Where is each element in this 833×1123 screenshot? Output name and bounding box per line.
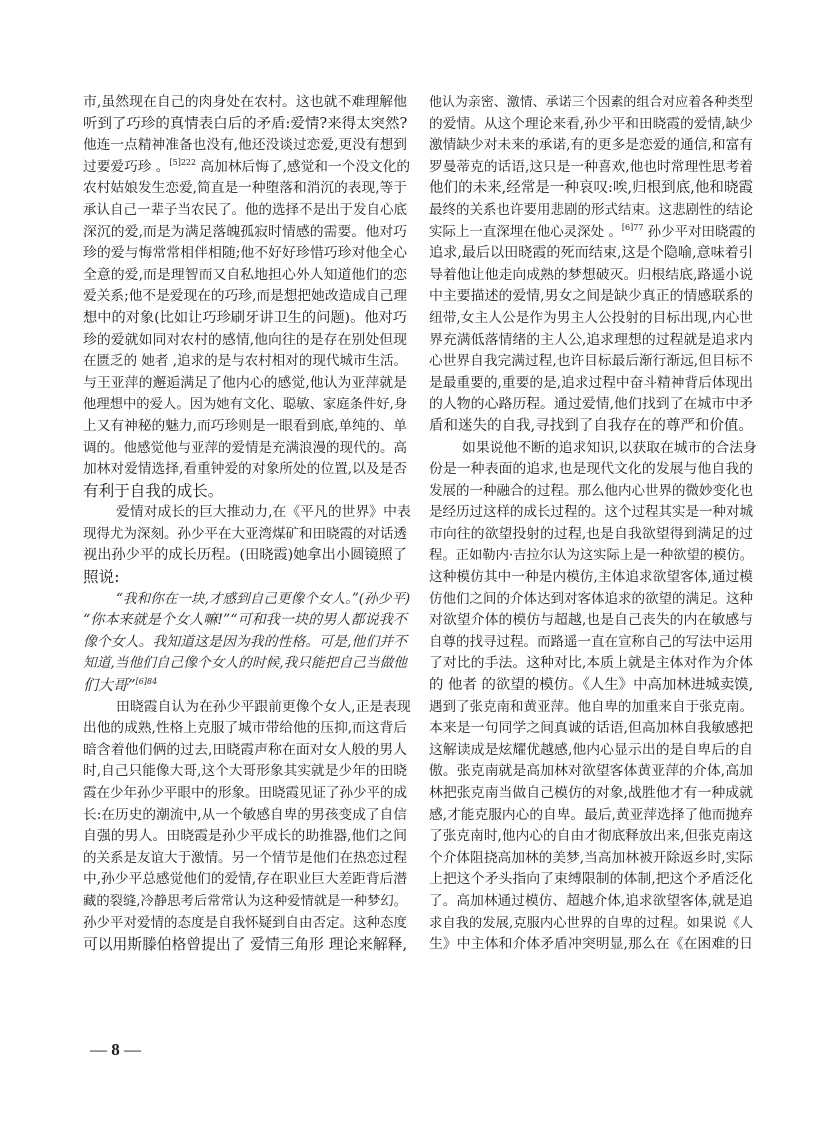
line-text: 照说: — [83, 568, 120, 587]
line-text: 林把张克南当做自己模仿的对象,战胜他才有一种成就 — [429, 785, 753, 801]
line-text: 中主要描述的爱情,男女之间是缺少真正的情感联系的 — [429, 288, 753, 305]
text-line — [429, 869, 753, 891]
line-text: 知道,当他们自己像个女人的时候,我只能把自己当做他 — [83, 655, 407, 672]
text-line — [83, 416, 407, 438]
line-text: 他连一点精神准备也没有,他还没谈过恋爱,更没有想到 — [83, 137, 407, 154]
text-line — [429, 805, 753, 827]
line-text: 如果说他不断的追求知识,以获取在城市的合法身 — [462, 439, 757, 456]
line-text: 本来是一句同学之间真诚的话语,但高加林自我敏感把 — [429, 720, 753, 737]
line-text: 自强的男人。田晓霞是孙少平成长的助推器,他们之间 — [83, 828, 407, 845]
line-text: 生》中主体和介体矛盾冲突明显,那么在《在困难的日 — [429, 936, 753, 953]
citation-reference: [6]77 — [621, 222, 644, 232]
line-text: 傲。张克南就是高加林对欲望客体黄亚萍的介体,高加 — [429, 763, 753, 780]
text-line — [429, 502, 753, 524]
line-text: 加林对爱情选择,看重钟爱的对象所处的位置,以及是否 — [83, 461, 407, 478]
line-text: 长:在历史的潮流中,从一个敏感自卑的男孩变成了自信 — [83, 806, 407, 823]
text-line — [83, 308, 407, 330]
line-text: 们大哥” — [83, 676, 136, 695]
line-text: 对欲望介体的模仿与超越,也是自己丧失的内在敏感与 — [429, 612, 753, 629]
text-line — [83, 675, 407, 697]
line-text: 视出孙少平的成长历程。(田晓霞)她拿出小圆镜照了 — [83, 547, 407, 564]
line-text: 盾和迷失的自我,寻找到了自我存在的尊严和价值。 — [429, 417, 753, 434]
text-line — [429, 286, 753, 308]
line-text: 田晓霞自认为在孙少平跟前更像个女人,正是表现 — [116, 698, 411, 715]
text-line — [429, 114, 753, 136]
line-text: 感,才能克服内心的自卑。最后,黄亚萍选择了他而抛弃 — [429, 806, 753, 823]
left-column — [83, 92, 411, 956]
text-line — [429, 848, 753, 870]
line-text: 爱情对成长的巨大推动力,在《平凡的世界》中表 — [116, 504, 411, 521]
line-text: 珍的爱就如同对农村的感情,他向往的是存在别处但现 — [83, 331, 407, 348]
line-text: 深沉的爱,而是为满足落魄孤寂时情感的需要。他对巧 — [83, 223, 407, 240]
line-text: 时,自己只能像大哥,这个大哥形象其实就是少年的田晓 — [83, 763, 407, 780]
line-text: 这种模仿其中一种是内模仿,主体追求欲望客体,通过模 — [429, 569, 753, 586]
text-line — [429, 524, 753, 546]
text-line — [429, 330, 753, 352]
text-line — [83, 157, 411, 179]
text-line — [83, 114, 407, 136]
line-text: 与王亚萍的邂逅满足了他内心的感觉,他认为亚萍就是 — [83, 374, 407, 391]
line-text: 个介体阻挠高加林的美梦,当高加林被开除返乡时,实际 — [429, 849, 753, 866]
text-line — [83, 545, 407, 567]
line-text: “你本来就是个女人嘛!”“可和我一块的男人都说我不 — [83, 612, 407, 629]
text-line — [83, 200, 407, 222]
text-line — [429, 826, 753, 848]
text-line — [83, 567, 407, 589]
text-line — [83, 286, 407, 308]
line-text: 出他的成熟,性格上克服了城市带给他的压抑,而这背后 — [83, 720, 407, 737]
text-line — [429, 351, 753, 373]
line-text: 罗曼蒂克的话语,这只是一种喜欢,他也时常理性思考着 — [429, 158, 753, 175]
text-line — [83, 891, 407, 913]
text-line — [83, 265, 407, 287]
line-text: 了张克南时,他内心的自由才彻底释放出来,但张克南这 — [429, 828, 753, 845]
line-text: 市,虽然现在自己的肉身处在农村。这也就不难理解他 — [83, 94, 407, 110]
line-text: 了对比的手法。这种对比,本质上就是主体对作为介体 — [429, 655, 753, 672]
text-line — [429, 653, 753, 675]
text-line — [83, 740, 407, 762]
line-text: 听到了巧珍的真情表白后的矛盾:爱情?来得太突然? — [83, 115, 408, 132]
line-text: 这解读成是炫耀优越感,他内心显示出的是自卑后的自 — [429, 741, 753, 758]
text-line — [429, 697, 753, 719]
text-line — [83, 826, 407, 848]
text-line — [83, 524, 407, 546]
paragraph-block — [429, 92, 757, 956]
page-number-value: 8 — [111, 1040, 120, 1059]
line-text: 藏的裂缝,冷静思考后常常认为这种爱情就是一种梦幻。 — [83, 893, 408, 909]
line-text: 是最重要的,重要的是,追求过程中奋斗精神背后体现出 — [429, 374, 753, 391]
text-line — [83, 848, 407, 870]
text-line — [83, 438, 407, 460]
line-text: 他们的未来,经常是一种哀叹:唉,归根到底,他和晓霞 — [429, 180, 753, 197]
text-line — [83, 373, 407, 395]
line-text: 激情缺少对未来的承诺,有的更多是恋爱的通信,和富有 — [429, 137, 753, 154]
text-line — [429, 459, 753, 481]
text-line — [429, 675, 753, 697]
block-quote — [83, 589, 411, 697]
text-line — [83, 135, 407, 157]
line-text: 想中的对象(比如让巧珍刷牙讲卫生的问题)。他对巧 — [83, 309, 407, 326]
right-column — [429, 92, 757, 956]
line-text: 是经历过这样的成长过程的。这个过程其实是一种对城 — [429, 504, 753, 521]
text-line — [83, 632, 407, 654]
page-number-dash-left: — — [90, 1040, 107, 1059]
text-line — [429, 783, 753, 805]
line-text: 霞在少年孙少平眼中的形象。田晓霞见证了孙少平的成 — [83, 785, 407, 801]
line-text: 上把这个矛头指向了束缚限制的体制,把这个矛盾泛化 — [429, 871, 753, 888]
text-line — [83, 222, 407, 244]
line-text: 的爱情。从这个理论来看,孙少平和田晓霞的爱情,缺少 — [429, 115, 753, 132]
line-text: 可以用斯滕伯格曾提出了 爱情三角形 理论来解释, — [83, 936, 408, 954]
text-line — [429, 178, 753, 200]
text-line — [429, 610, 753, 632]
text-line — [83, 243, 407, 265]
line-text: 程。正如勒内·吉拉尔认为这实际上是一种欲望的模仿。 — [429, 548, 754, 564]
line-text: 珍的爱与悔常常相伴相随;他不好好珍惜巧珍对他全心 — [83, 245, 407, 262]
line-text: 仿他们之间的介体达到对客体追求的欲望的满足。这种 — [429, 590, 753, 607]
text-line — [83, 481, 407, 503]
text-line — [429, 373, 753, 395]
text-line — [429, 740, 753, 762]
text-line — [429, 416, 753, 438]
line-text: 过要爱巧珍 。 — [83, 158, 170, 175]
text-line — [429, 157, 753, 179]
line-text: 求自我的发展,克服内心世界的自卑的过程。如果说《人 — [429, 915, 754, 931]
text-line — [429, 589, 753, 611]
page-number-dash-right: — — [124, 1040, 141, 1059]
text-line — [83, 653, 407, 675]
text-line — [429, 718, 753, 740]
line-text: 实际上一直深埋在他心灵深处 。 — [429, 223, 622, 240]
text-line — [83, 913, 407, 935]
text-line — [83, 718, 407, 740]
line-text: 的人物的心路历程。通过爱情,他们找到了在城市中矛 — [429, 396, 753, 413]
text-line — [429, 222, 756, 244]
line-text: 现得尤为深刻。孙少平在大亚湾煤矿和田晓霞的对话透 — [83, 525, 407, 542]
line-text: 农村姑娘发生恋爱,简直是一种堕落和消沉的表现,等于 — [83, 180, 407, 197]
text-line — [429, 567, 753, 589]
text-line — [429, 891, 753, 913]
line-text: 的关系是友谊大于激情。另一个情节是他们在热恋过程 — [83, 849, 407, 866]
text-line — [429, 394, 753, 416]
citation-reference: [6]84 — [135, 677, 158, 687]
text-line — [83, 697, 411, 719]
text-line — [83, 502, 411, 524]
line-text: 了。高加林通过模仿、超越介体,追求欲望客体,就是追 — [429, 892, 753, 909]
text-line — [83, 330, 407, 352]
line-text: 暗含着他们俩的过去,田晓霞声称在面对女人般的男人 — [83, 741, 407, 758]
line-text: 追求,最后以田晓霞的死而结束,这是个隐喻,意味着引 — [429, 245, 753, 262]
text-line — [429, 308, 753, 330]
line-text: 最终的关系也许要用悲剧的形式结束。这悲剧性的结论 — [429, 201, 753, 218]
text-line — [83, 178, 407, 200]
paragraph-block — [83, 92, 411, 589]
text-line — [83, 869, 407, 891]
text-line — [83, 92, 407, 114]
line-text: 调的。他感觉他与亚萍的爱情是充满浪漫的现代的。高 — [83, 439, 407, 456]
line-text: 导着他让他走向成熟的梦想破灭。归根结底,路遥小说 — [429, 266, 753, 283]
text-line — [83, 761, 407, 783]
text-line — [83, 610, 407, 632]
text-line — [83, 589, 411, 611]
line-text: 承认自己一辈子当农民了。他的选择不是出于发自心底 — [83, 201, 407, 218]
text-line — [429, 761, 753, 783]
text-line — [83, 459, 407, 481]
text-line — [429, 200, 753, 222]
text-line — [83, 783, 407, 805]
line-text: 心世界自我完满过程,也许目标最后渐行渐远,但目标不 — [429, 353, 753, 370]
line-text: 他理想中的爱人。因为她有文化、聪敏、家庭条件好,身 — [83, 397, 408, 413]
line-text: 的 他者 的欲望的模仿。《人生》中高加林进城卖馍, — [429, 677, 754, 694]
citation-reference: [5]222 — [169, 157, 197, 167]
line-text: 份是一种表面的追求,也是现代文化的发展与他自我的 — [429, 461, 753, 478]
line-text: 像个女人。我知道这是因为我的性格。可是,他们并不 — [83, 633, 407, 650]
line-text: 纽带,女主人公是作为男主人公投射的目标出现,内心世 — [429, 309, 753, 326]
line-text: 自尊的找寻过程。而路遥一直在宣称自己的写法中运用 — [429, 633, 753, 650]
line-text: “我和你在一块,才感到自己更像个女人。”(孙少平) — [116, 590, 411, 607]
line-text: 全意的爱,而是理智而又自私地担心外人知道他们的恋 — [83, 266, 407, 283]
line-text: 有利于自我的成长。 — [83, 481, 224, 500]
page-number — [90, 1040, 141, 1060]
line-text: 发展的一种融合的过程。那么他内心世界的微妙变化也 — [429, 482, 753, 499]
line-text-continued: 孙少平对田晓霞的 — [643, 223, 756, 240]
line-text: 市向往的欲望投射的过程,也是自我欲望得到满足的过 — [429, 525, 753, 542]
text-line — [429, 438, 757, 460]
text-line — [429, 481, 753, 503]
line-text: 他认为亲密、激情、承诺三个因素的组合对应着各种类型 — [429, 95, 753, 110]
text-line — [83, 394, 407, 416]
text-line — [429, 545, 753, 567]
text-line — [429, 265, 753, 287]
text-line — [83, 934, 407, 956]
text-line — [429, 913, 753, 935]
text-line — [83, 351, 407, 373]
text-line — [83, 805, 407, 827]
line-text: 中,孙少平总感觉他们的爱情,存在职业巨大差距背后潜 — [83, 871, 407, 888]
line-text: 在匮乏的 她者 ,追求的是与农村相对的现代城市生活。 — [83, 353, 407, 370]
text-line — [429, 632, 753, 654]
text-line — [429, 243, 753, 265]
line-text: 爱关系;他不是爱现在的巧珍,而是想把她改造成自己理 — [83, 288, 407, 305]
text-line — [429, 934, 753, 956]
text-line — [429, 92, 753, 114]
line-text: 界充满低落情绪的主人公,追求理想的过程就是追求内 — [429, 331, 753, 348]
text-line — [429, 135, 753, 157]
line-text: 遇到了张克南和黄亚萍。他自卑的加重来自于张克南。 — [429, 698, 753, 715]
line-text: 上又有神秘的魅力,而巧珍则是一眼看到底,单纯的、单 — [83, 417, 407, 434]
paragraph-block — [83, 697, 411, 956]
line-text: 孙少平对爱情的态度是自我怀疑到自由否定。这种态度 — [83, 914, 407, 931]
line-text-continued: 高加林后悔了,感觉和一个没文化的 — [196, 158, 411, 175]
